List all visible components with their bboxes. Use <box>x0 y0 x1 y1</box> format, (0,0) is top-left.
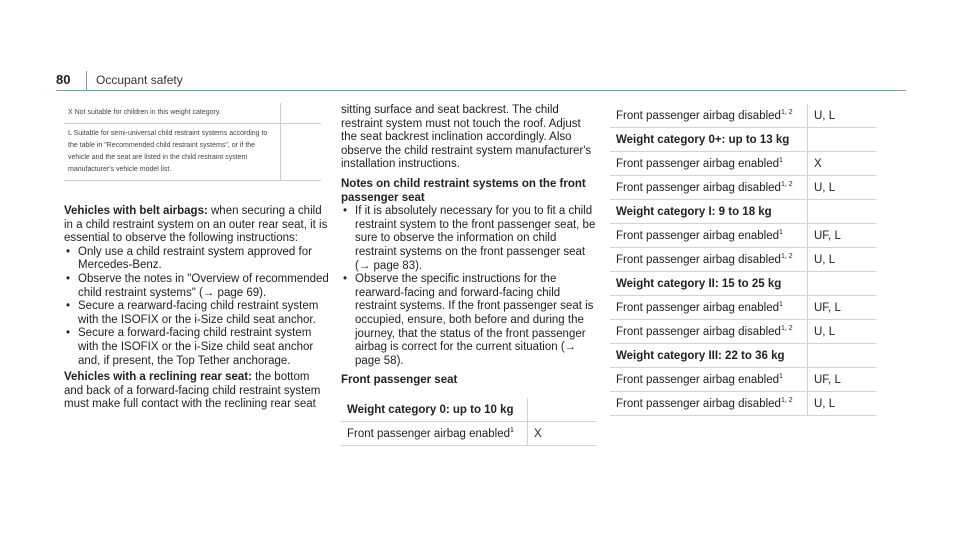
page-number: 80 <box>56 72 71 87</box>
row-value <box>808 344 877 368</box>
row-label-text: Front passenger airbag disabled <box>616 397 781 410</box>
row-label-text: Front passenger airbag enabled <box>616 229 780 242</box>
row-label-text: Weight category III: 22 to 36 kg <box>616 349 785 362</box>
airbag-status-row <box>610 248 876 272</box>
row-label <box>610 104 808 128</box>
bullet-icon: • <box>66 245 71 258</box>
row-label-text: Weight category II: 15 to 25 kg <box>616 277 782 290</box>
list-item-text: Only use a child restraint system approved for Mercedes-Benz. <box>78 245 312 272</box>
footnote-marker: 1, 2 <box>780 325 793 333</box>
row-value: UF, L <box>808 368 877 392</box>
row-label-text: Front passenger airbag enabled <box>347 427 511 440</box>
bullet-icon: • <box>66 272 71 285</box>
row-label-text: Front passenger airbag disabled <box>616 181 781 194</box>
legend-row <box>64 103 321 124</box>
row-label-text: Front passenger airbag enabled <box>616 157 780 170</box>
bullet-icon: • <box>343 273 348 286</box>
continued-paragraph: sitting surface and seat backrest. The child restraint system must not touch the roof. Adjust the seat backrest inclination accordingly. Also observe the child restraint system manufacturer's installation instructions. <box>341 104 592 171</box>
list-item <box>64 273 329 300</box>
airbag-status-row <box>610 152 876 176</box>
legend-row <box>64 124 321 181</box>
row-label-text: Front passenger airbag enabled <box>616 301 780 314</box>
footnote-marker: 1, 2 <box>780 253 793 261</box>
middle-text-column <box>341 104 596 388</box>
row-label-text: Weight category 0+: up to 13 kg <box>616 133 790 146</box>
bullet-icon: • <box>66 300 71 313</box>
passenger-seat-table-part1 <box>341 398 596 446</box>
airbag-status-row <box>610 368 876 392</box>
row-label <box>610 248 808 272</box>
airbag-status-row <box>610 296 876 320</box>
list-item-text: If it is absolutely necessary for you to fit a child restraint system to the front passenger seat, be sure to observe the information on child restraint systems on the front passenger seat (→ page 83). <box>355 205 596 272</box>
row-label <box>341 422 528 446</box>
reclining-seat-paragraph <box>64 371 329 412</box>
weight-category-row <box>610 344 876 368</box>
bullet-icon: • <box>343 205 348 218</box>
belt-airbags-paragraph <box>64 205 329 246</box>
reclining-seat-heading: Vehicles with a reclining rear seat: <box>64 371 252 384</box>
list-item <box>341 205 596 273</box>
row-value: UF, L <box>808 224 877 248</box>
list-item-text: Secure a forward-facing child restraint system with the ISOFIX or the i-Size child seat anchor and, if present, the Top Tether anchorage. <box>78 327 314 367</box>
row-value: UF, L <box>808 296 877 320</box>
list-item <box>64 327 329 368</box>
reclining-seat-text: the bottom and back of a forward-facing child restraint system must make full contact with the reclining rear seat <box>64 371 321 411</box>
row-value <box>808 128 877 152</box>
row-label <box>610 272 808 296</box>
weight-category-row <box>341 398 596 422</box>
airbag-status-row <box>610 176 876 200</box>
page-header <box>56 72 906 91</box>
legend-text: X Not suitable for children in this weight category. <box>64 103 281 124</box>
row-label-text: Front passenger airbag enabled <box>616 373 780 386</box>
row-label <box>610 296 808 320</box>
row-label <box>610 200 808 224</box>
row-value: U, L <box>808 248 877 272</box>
airbag-status-row <box>610 104 876 128</box>
footnote-marker: 1 <box>779 301 783 309</box>
section-title: Occupant safety <box>96 73 183 87</box>
row-label <box>610 368 808 392</box>
left-text-column <box>64 205 329 412</box>
footnote-marker: 1 <box>779 373 783 381</box>
legend-empty-cell <box>281 103 322 124</box>
row-value <box>808 200 877 224</box>
belt-airbags-list <box>64 246 329 368</box>
footnote-marker: 1, 2 <box>780 181 793 189</box>
header-divider <box>86 71 87 90</box>
notes-heading: Notes on child restraint systems on the front passenger seat <box>341 177 586 204</box>
weight-category-row <box>610 128 876 152</box>
list-item-text: Observe the notes in "Overview of recommended child restraint systems" (→ page 69). <box>78 272 329 299</box>
list-item <box>64 246 329 273</box>
footnote-marker: 1 <box>779 157 783 165</box>
bullet-icon: • <box>66 327 71 340</box>
row-label <box>341 398 528 422</box>
list-item-text: Secure a rearward-facing child restraint system with the ISOFIX or the i-Size child seat anchor. <box>78 300 319 326</box>
belt-airbags-heading: Vehicles with belt airbags: <box>64 205 208 217</box>
passenger-seat-table-part2 <box>610 104 876 416</box>
belt-airbags-text: when securing a child in a child restraint system on an outer rear seat, it is essential to observe the following instructions: <box>64 205 328 245</box>
row-label <box>610 344 808 368</box>
footnote-marker: 1, 2 <box>780 397 793 405</box>
row-value: U, L <box>808 104 877 128</box>
row-value <box>528 398 597 422</box>
row-label <box>610 176 808 200</box>
list-item <box>341 273 596 368</box>
row-value: X <box>808 152 877 176</box>
legend-empty-cell <box>281 124 322 181</box>
row-value: U, L <box>808 320 877 344</box>
row-value: U, L <box>808 392 877 416</box>
list-item <box>64 300 329 327</box>
weight-category-row <box>610 200 876 224</box>
airbag-status-row <box>610 224 876 248</box>
notes-list <box>341 205 596 368</box>
row-value: X <box>528 422 597 446</box>
footnote-marker: 1 <box>510 427 514 435</box>
weight-category-row <box>610 272 876 296</box>
row-label <box>610 392 808 416</box>
front-passenger-seat-heading: Front passenger seat <box>341 374 458 387</box>
row-value: U, L <box>808 176 877 200</box>
airbag-status-row <box>610 392 876 416</box>
list-item-text: Observe the specific instructions for the rearward-facing and forward-facing child restraint systems. If the front passenger seat is occupied, ensure, both before and during the journey, that the status of the front passenger airbag is correct for the current situation (→ page 58). <box>355 273 594 367</box>
footnote-marker: 1, 2 <box>780 109 793 117</box>
footnote-marker: 1 <box>779 229 783 237</box>
row-label-text: Weight category 0: up to 10 kg <box>347 403 514 416</box>
airbag-status-row <box>341 422 596 446</box>
row-label <box>610 224 808 248</box>
row-label <box>610 152 808 176</box>
row-label-text: Weight category I: 9 to 18 kg <box>616 205 772 218</box>
row-label <box>610 320 808 344</box>
legend-table <box>64 103 321 181</box>
row-label-text: Front passenger airbag disabled <box>616 109 781 122</box>
airbag-status-row <box>610 320 876 344</box>
row-label-text: Front passenger airbag disabled <box>616 253 781 266</box>
row-label <box>610 128 808 152</box>
row-label-text: Front passenger airbag disabled <box>616 325 781 338</box>
legend-text: L Suitable for semi-universal child restraint systems according to the table in "Recommended child restraint systems", or if the vehicle and the seat are listed in the child restraint system manufacturer's vehicle model list. <box>64 124 281 181</box>
row-value <box>808 272 877 296</box>
